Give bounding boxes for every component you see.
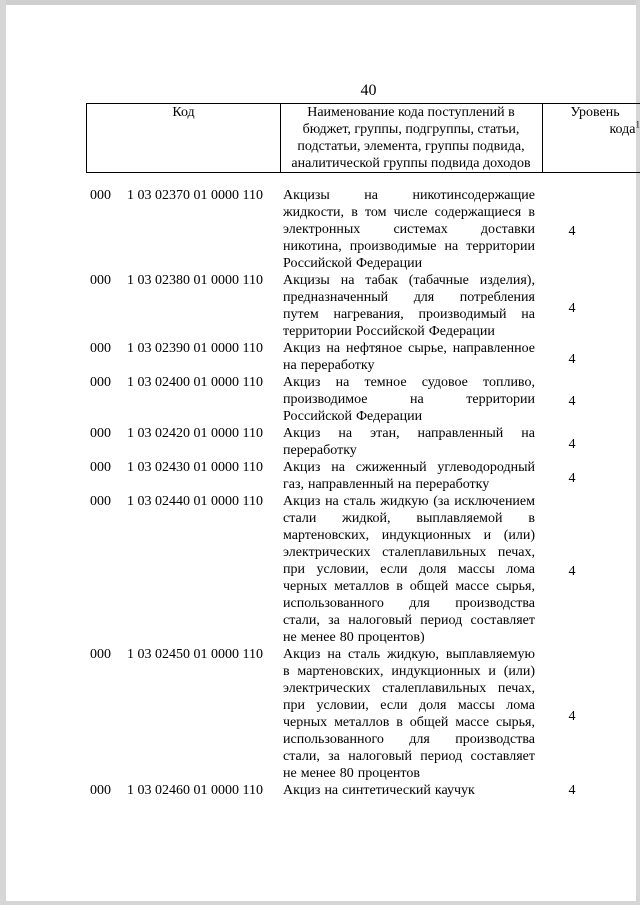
page-number: 40 bbox=[360, 82, 377, 99]
table-row bbox=[0, 374, 640, 425]
revenue-name-line: производимое на территории bbox=[283, 392, 535, 407]
revenue-name-line: Акциз на этан, направленный на bbox=[283, 426, 535, 441]
revenue-name-line: электрических сталеплавильных печах, bbox=[283, 681, 535, 696]
revenue-name-line: электрических сталеплавильных печах, bbox=[283, 545, 535, 560]
admin-code: 000 bbox=[90, 188, 111, 203]
code-level: 4 bbox=[568, 783, 576, 798]
header-level-line2 bbox=[542, 121, 640, 138]
table-header bbox=[86, 103, 640, 173]
table-row bbox=[0, 459, 640, 493]
revenue-name-line: стали, за налоговый период составляет bbox=[283, 613, 535, 628]
revenue-name bbox=[283, 493, 535, 646]
revenue-name-line: территории Российской Федерации bbox=[283, 324, 495, 339]
revenue-name bbox=[283, 187, 535, 272]
admin-code: 000 bbox=[90, 273, 111, 288]
revenue-name-line: Акцизы на табак (табачные изделия), bbox=[283, 273, 535, 288]
admin-code: 000 bbox=[90, 783, 111, 798]
revenue-name bbox=[283, 459, 535, 493]
code-level: 4 bbox=[568, 394, 576, 409]
revenue-name-line: Акциз на сжиженный углеводородный bbox=[283, 460, 535, 475]
budget-code: 1 03 02450 01 0000 110 bbox=[127, 647, 263, 662]
footnote-marker: 1 bbox=[635, 119, 640, 130]
revenue-name-line: стали, за налоговый период составляет bbox=[283, 749, 535, 764]
table-row bbox=[0, 646, 640, 782]
scan-border-top bbox=[0, 0, 640, 5]
revenue-name-line: не менее 80 процентов bbox=[283, 766, 420, 781]
revenue-name bbox=[283, 782, 535, 799]
code-level: 4 bbox=[568, 224, 576, 239]
revenue-name-line: черных металлов в общей массе сырья, bbox=[283, 715, 535, 730]
revenue-name-line: на переработку bbox=[283, 358, 375, 373]
table-row bbox=[0, 782, 640, 799]
revenue-name-line: стали жидкой, выплавляемой в bbox=[283, 511, 535, 526]
header-level-word: кода bbox=[609, 122, 636, 137]
revenue-name bbox=[283, 374, 535, 425]
table-row bbox=[0, 493, 640, 646]
revenue-name-line: переработку bbox=[283, 443, 357, 458]
admin-code: 000 bbox=[90, 647, 111, 662]
revenue-name-line: использованного для производства bbox=[283, 596, 535, 611]
revenue-name-line: в мартеновских, индукционных и (или) bbox=[283, 664, 535, 679]
table-row bbox=[0, 272, 640, 340]
revenue-name-line: Акциз на нефтяное сырье, направленное bbox=[283, 341, 535, 356]
header-name-line: Наименование кода поступлений в bbox=[307, 105, 515, 120]
header-name-line: аналитической группы подвида доходов bbox=[291, 156, 531, 171]
code-level: 4 bbox=[568, 471, 576, 486]
budget-code: 1 03 02420 01 0000 110 bbox=[127, 426, 263, 441]
admin-code: 000 bbox=[90, 494, 111, 509]
revenue-name bbox=[283, 425, 535, 459]
table-row bbox=[0, 340, 640, 374]
revenue-name-line: мартеновских, индукционных и (или) bbox=[283, 528, 535, 543]
header-level-line1: Уровень bbox=[570, 105, 620, 120]
budget-code: 1 03 02460 01 0000 110 bbox=[127, 783, 263, 798]
revenue-name-line: Акцизы на никотинсодержащие bbox=[283, 188, 535, 203]
revenue-name-line: электронных системах доставки bbox=[283, 222, 535, 237]
revenue-name-line: Российской Федерации bbox=[283, 409, 423, 424]
admin-code: 000 bbox=[90, 460, 111, 475]
revenue-name-line: использованного для производства bbox=[283, 732, 535, 747]
revenue-name-line: Акциз на синтетический каучук bbox=[283, 783, 475, 798]
revenue-name-line: Акциз на сталь жидкую (за исключением bbox=[283, 494, 535, 509]
revenue-name-line: газ, направленный на переработку bbox=[283, 477, 490, 492]
code-level: 4 bbox=[568, 352, 576, 367]
code-level: 4 bbox=[568, 564, 576, 579]
header-name bbox=[280, 104, 543, 172]
header-level bbox=[542, 104, 640, 172]
revenue-name bbox=[283, 646, 535, 782]
revenue-name-line: при условии, если доля массы лома bbox=[283, 698, 535, 713]
budget-code: 1 03 02430 01 0000 110 bbox=[127, 460, 263, 475]
budget-code: 1 03 02380 01 0000 110 bbox=[127, 273, 263, 288]
revenue-name-line: жидкости, в том числе содержащиеся в bbox=[283, 205, 535, 220]
code-level: 4 bbox=[568, 437, 576, 452]
revenue-name-line: при условии, если доля массы лома bbox=[283, 562, 535, 577]
header-name-line: бюджет, группы, подгруппы, статьи, bbox=[302, 122, 520, 137]
admin-code: 000 bbox=[90, 426, 111, 441]
code-level: 4 bbox=[568, 709, 576, 724]
revenue-name-line: путем нагревания, производимый на bbox=[283, 307, 535, 322]
budget-code: 1 03 02400 01 0000 110 bbox=[127, 375, 263, 390]
revenue-name-line: Акциз на сталь жидкую, выплавляемую bbox=[283, 647, 535, 662]
budget-code: 1 03 02440 01 0000 110 bbox=[127, 494, 263, 509]
admin-code: 000 bbox=[90, 375, 111, 390]
table-row bbox=[0, 187, 640, 272]
scan-border-bottom bbox=[0, 901, 640, 905]
header-name-line: подстатьи, элемента, группы подвида, bbox=[297, 139, 525, 154]
table-row bbox=[0, 425, 640, 459]
header-code: Код bbox=[87, 104, 281, 172]
revenue-name-line: не менее 80 процентов) bbox=[283, 630, 425, 645]
code-level: 4 bbox=[568, 301, 576, 316]
revenue-name-line: черных металлов в общей массе сырья, bbox=[283, 579, 535, 594]
revenue-name-line: Российской Федерации bbox=[283, 256, 423, 271]
budget-code: 1 03 02370 01 0000 110 bbox=[127, 188, 263, 203]
revenue-name-line: предназначенный для потребления bbox=[283, 290, 535, 305]
revenue-name bbox=[283, 272, 535, 340]
budget-code: 1 03 02390 01 0000 110 bbox=[127, 341, 263, 356]
admin-code: 000 bbox=[90, 341, 111, 356]
revenue-name-line: никотина, производимые на территории bbox=[283, 239, 535, 254]
revenue-name-line: Акциз на темное судовое топливо, bbox=[283, 375, 535, 390]
revenue-name bbox=[283, 340, 535, 374]
